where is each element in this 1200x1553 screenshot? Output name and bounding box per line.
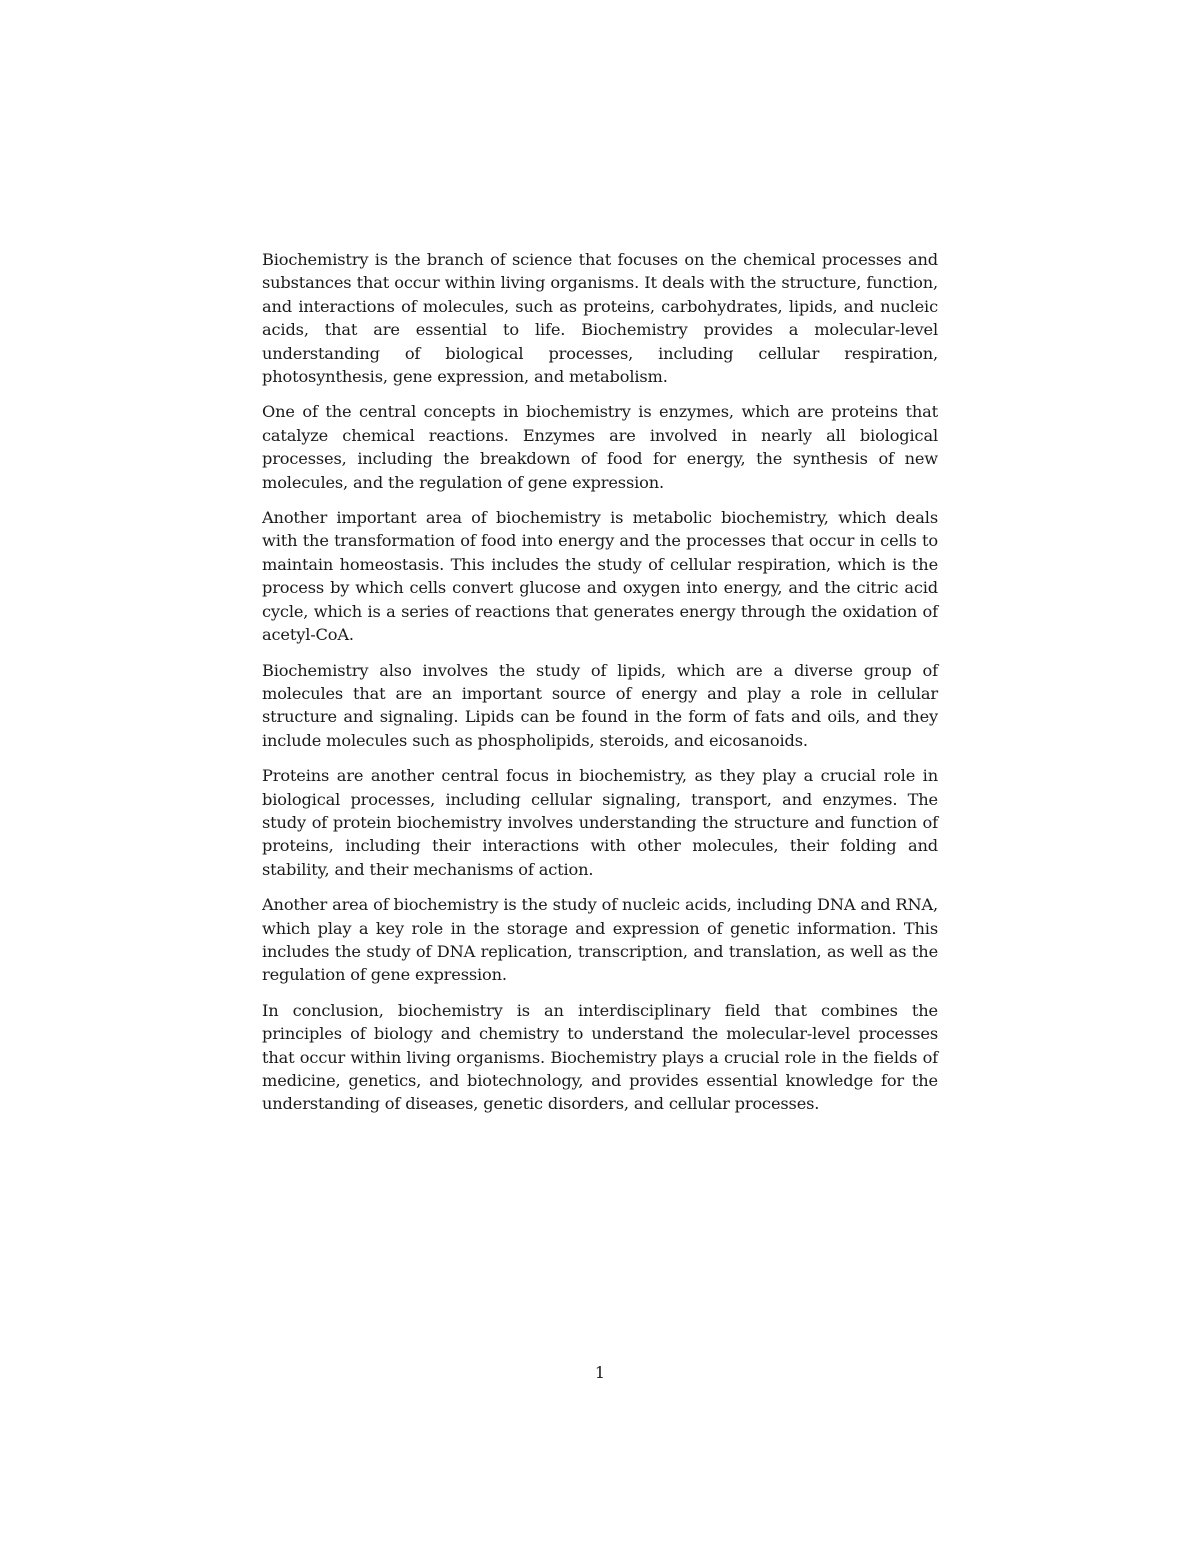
- paragraph-proteins: Proteins are another central focus in biochemistry, as they play a crucial role in biological processes, including cellular signaling, transport, and enzymes. The study of protein biochemistry involves understanding the structure and function of proteins, including their interactions with other molecules, their folding and stability, and their mechanisms of action.: [262, 766, 938, 879]
- paragraph-nucleic-acids: Another area of biochemistry is the study of nucleic acids, including DNA and RNA, which play a key role in the storage and expression of genetic information. This includes the study of DNA replication, transcription, and translation, as well as the regulation of gene expression.: [262, 895, 938, 985]
- paragraph-intro: Biochemistry is the branch of science that focuses on the chemical processes and substances that occur within living organisms. It deals with the structure, function, and interactions of molecules, such as proteins, carbohydrates, lipids, and nucleic acids, that are essential to life. Biochemistry provides a molecular-level understanding of biological processes, including cellular respiration, photosynthesis, gene expression, and metabolism.: [262, 250, 938, 387]
- page-number: 1: [594, 1363, 606, 1382]
- paragraph-enzymes: One of the central concepts in biochemistry is enzymes, which are proteins that catalyze chemical reactions. Enzymes are involved in nearly all biological processes, including the breakdown of food for energy, the synthesis of new molecules, and the regulation of gene expression.: [262, 402, 938, 492]
- body-text: [262, 248, 938, 1128]
- paragraph-conclusion: In conclusion, biochemistry is an interdisciplinary field that combines the principles of biology and chemistry to understand the molecular-level processes that occur within living organisms. Biochemistry plays a crucial role in the fields of medicine, genetics, and biotechnology, and provides essential knowledge for the understanding of diseases, genetic disorders, and cellular processes.: [262, 1000, 938, 1114]
- paragraph-metabolism: Another important area of biochemistry is metabolic biochemistry, which deals with the transformation of food into energy and the processes that occur in cells to maintain homeostasis. This includes the study of cellular respiration, which is the process by which cells convert glucose and oxygen into energy, and the citric acid cycle, which is a series of reactions that generates energy through the oxidation of acetyl-CoA.: [262, 508, 938, 645]
- paragraph-lipids: Biochemistry also involves the study of lipids, which are a diverse group of molecules that are an important source of energy and play a role in cellular structure and signaling. Lipids can be found in the form of fats and oils, and they include molecules such as phospholipids, steroids, and eicosanoids.: [262, 660, 938, 750]
